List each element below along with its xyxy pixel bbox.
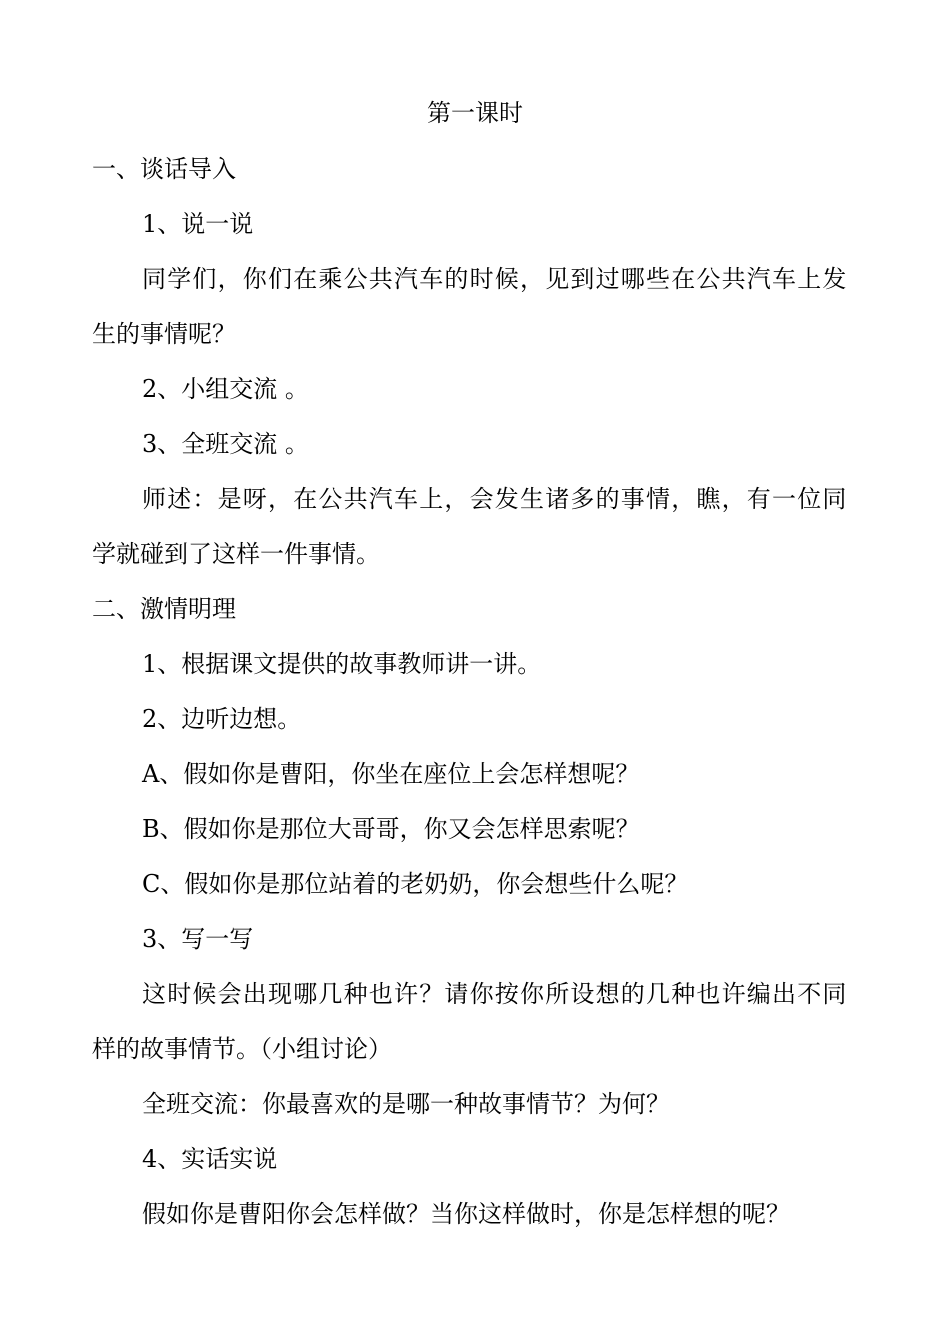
- section-heading-2: 二、激情明理: [92, 595, 236, 623]
- paragraph-line: 学就碰到了这样一件事情。: [92, 540, 380, 568]
- page-title: 第一课时: [427, 99, 523, 127]
- item-1-2: 2、小组交流 。: [142, 375, 309, 403]
- paragraph-line: 生的事情呢？: [92, 320, 236, 348]
- item-2-4: 4、实话实说: [142, 1145, 278, 1173]
- paragraph-line: 师述：是呀，在公共汽车上，会发生诸多的事情，瞧，有一位同: [142, 485, 848, 513]
- paragraph-line: 这时候会出现哪几种也许？请你按你所设想的几种也许编出不同: [142, 980, 848, 1008]
- question-a: A、假如你是曹阳，你坐在座位上会怎样想呢？: [142, 760, 640, 788]
- item-1-1: 1、说一说: [142, 210, 254, 238]
- paragraph-line: 同学们，你们在乘公共汽车的时候，见到过哪些在公共汽车上发: [142, 265, 848, 293]
- item-2-2: 2、边听边想。: [142, 705, 302, 733]
- item-2-3: 3、写一写: [142, 925, 254, 953]
- section-heading-1: 一、谈话导入: [92, 155, 236, 183]
- item-2-1: 1、根据课文提供的故事教师讲一讲。: [142, 650, 542, 678]
- question-c: C、假如你是那位站着的老奶奶，你会想些什么呢？: [142, 870, 689, 898]
- question-b: B、假如你是那位大哥哥，你又会怎样思索呢？: [142, 815, 640, 843]
- item-1-3: 3、全班交流 。: [142, 430, 309, 458]
- paragraph-line: 样的故事情节。（小组讨论）: [92, 1035, 392, 1063]
- paragraph-line: 假如你是曹阳你会怎样做？当你这样做时，你是怎样想的呢？: [142, 1200, 790, 1228]
- paragraph-line: 全班交流：你最喜欢的是哪一种故事情节？为何？: [142, 1090, 670, 1118]
